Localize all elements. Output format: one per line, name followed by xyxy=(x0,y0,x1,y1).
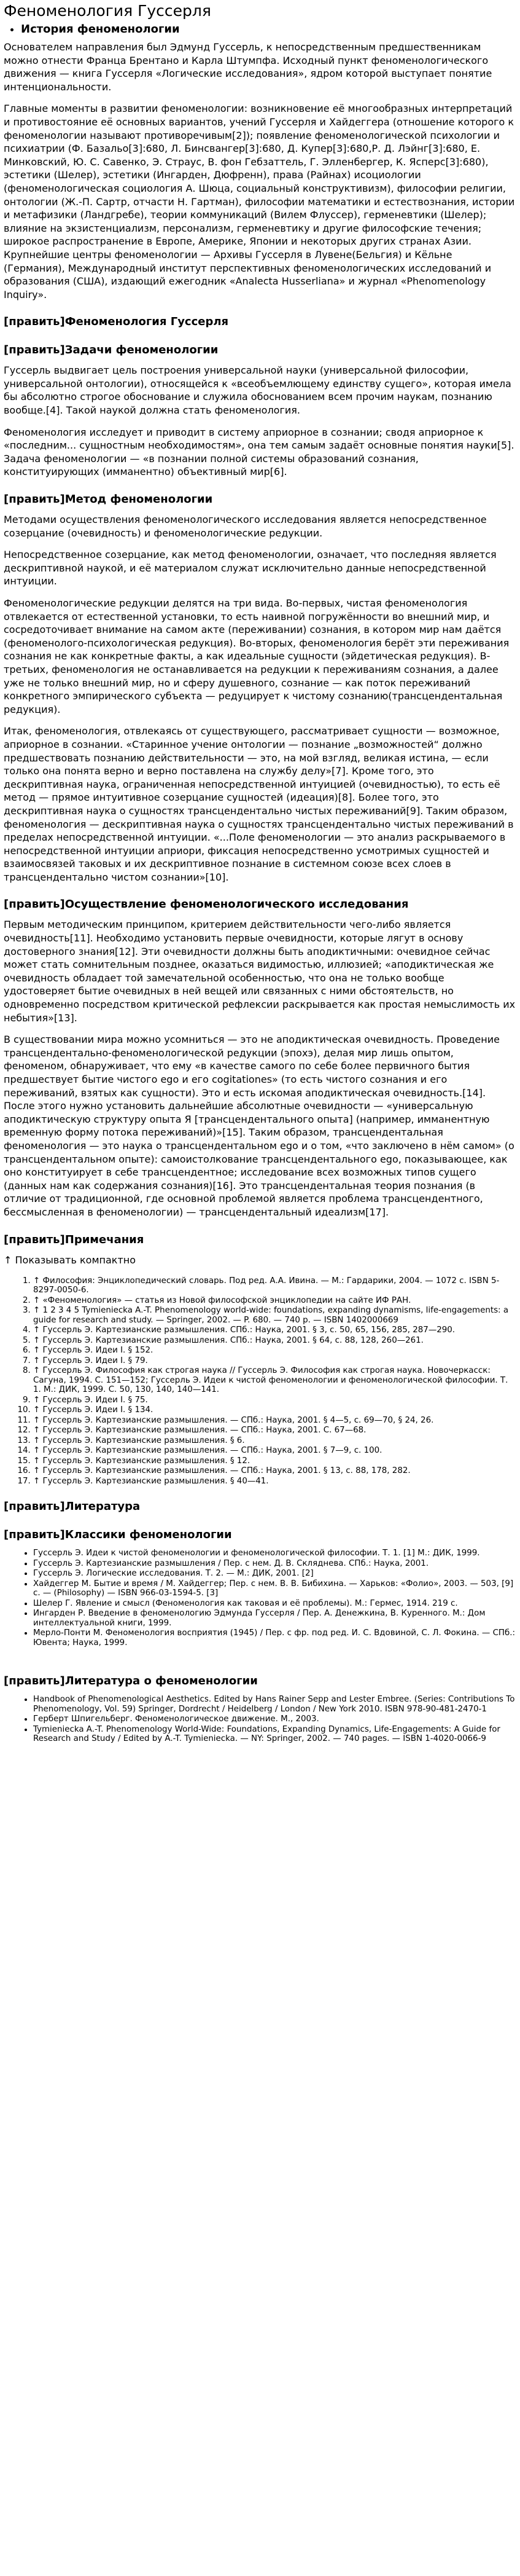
spacer xyxy=(4,1648,516,1660)
method-paragraph: Феноменологические редукции делятся на три вида. Во-первых, чистая феноменология отвлекается от естественной установки, то есть наивной погружённости во внешний мир, и сосредоточивает внимание на самом акте (переживании) сознания, в котором мир нам даётся (феноменолого-психологическая редукция). Во-вторых, феноменология берёт эти переживания сознания не как конкретные факты, а как идеальные сущности (эйдетическая редукция). В-третьих, феноменология не останавливается на редукции к переживаниям сознания, а далее уже не только внешний мир, но и сферу душевного, сознание — как поток переживаний конкретного эмпирического субъекта — редуцирует к чистому сознанию(трансцендентальная редукция). xyxy=(4,597,510,715)
section-title: Задачи феноменологии xyxy=(64,344,219,357)
edit-link[interactable]: [править] xyxy=(4,1528,65,1542)
about-list xyxy=(4,1695,516,1744)
note-item: 1. ↑ Философия: Энциклопедический словарь. Под ред. А.А. Ивина. — М.: Гардарики, 2004. — 1072 с. ISBN 5-8297-0050-6. xyxy=(33,1276,516,1295)
section-heading-tasks xyxy=(4,343,516,358)
literature-item: • Мерло-Понти М. Феноменология восприятия (1945) / Пер. с фр. под ред. И. С. Вдовиной, С. Л. Фокина. — СПб.: Ювента; Наука, 1999. xyxy=(33,1628,516,1647)
implementation-paragraph: Первым методическим принципом, критерием действительности чего-либо является очевидность[11]. Необходимо установить первые очевидности, которые лягут в основу достоверного знания[12]. Эти очевидности должны быть аподиктичными: очевидное сейчас может стать сомнительным позднее, оказаться видимостью, иллюзией; «аподиктическая же очевидность обладает той замечательной особенностью, что она не только вообще удостоверяет бытие очевидных в ней вещей или связанных с ними обстоятельств, но одновременно посредством критической рефлексии раскрывается как простая немыслимость их небытия»[13]. xyxy=(4,919,516,1024)
section-title: Литература о феноменологии xyxy=(64,1675,258,1688)
section-title: Метод феноменологии xyxy=(64,493,213,506)
history-paragraph: Основателем направления был Эдмунд Гуссерль, к непосредственным предшественникам можно отнести Франца Брентано и Карла Штумпфа. Исходный пункт феноменологического движения — книга Гуссерля «Логические исследования», ядром которой выступает понятие интенциональности. xyxy=(4,41,492,93)
edit-link[interactable]: [править] xyxy=(4,1675,65,1688)
note-item: 3. ↑ 1 2 3 4 5 Tymieniecka A.-T. Phenomenology world-wide: foundations, expanding dynamisms, life-engagements: a guide for research and study. — Springer, 2002. — P. 680. — 740 p. — ISBN 1402000669 xyxy=(33,1306,516,1325)
method-paragraph: Непосредственное созерцание, как метод феноменологии, означает, что последняя является дескриптивной наукой, и её материалом служат исключительно данные непосредственной интуиции. xyxy=(4,549,497,587)
page-title: Феноменология Гуссерля xyxy=(4,2,211,20)
note-item: 8. ↑ Гуссерль Э. Философия как строгая наука // Гуссерль Э. Философия как строгая наука. Новочеркасск: Сагуна, 1994. С. 151—152; Гуссерль Э. Идеи к чистой феноменологии и феноменологической философии. Т. 1. М.: ДИК, 1999. С. 50, 130, 140, 140—141. xyxy=(33,1366,516,1395)
article xyxy=(0,1,520,1744)
section-title: Литература xyxy=(64,1500,141,1514)
section-title: Примечания xyxy=(64,1233,144,1246)
edit-link[interactable]: [править] xyxy=(4,493,65,506)
section-heading-about xyxy=(4,1674,516,1689)
section-heading-method xyxy=(4,492,516,507)
note-item: 9. ↑ Гуссерль Э. Идеи I. § 75. xyxy=(33,1396,516,1405)
section-title: Осуществление феноменологического исследования xyxy=(64,898,409,911)
note-item: 12. ↑ Гуссерль Э. Картезианские размышления. — СПб.: Наука, 2001. С. 67—68. xyxy=(33,1426,516,1435)
note-item: 14. ↑ Гуссерль Э. Картезианские размышления. — СПб.: Наука, 2001. § 7—9, с. 100. xyxy=(33,1446,516,1456)
edit-link[interactable]: [править] xyxy=(4,1233,65,1246)
literature-item: • Гуссерль Э. Идеи к чистой феноменологии и феноменологической философии. Т. 1. [1] М.: ДИК, 1999. xyxy=(33,1549,516,1558)
implementation-paragraph: В существовании мира можно усомниться — это не аподиктическая очевидность. Проведение трансцендентально-феноменологической редукции (эпохэ), делая мир лишь опытом, феноменом, обнаруживает, что ему «в качестве самого по себе более первичного бытия предшествует бытие чистого ego и его cogitationes» (то есть чистого сознания и его переживаний, взятых как сущности). Это и есть искомая аподиктическая очевидность.[14]. После этого нужно установить дальнейшие абсолютные очевидности — «универсальную аподиктическую структуру опыта Я [трансцендентального опыта] (например, имманентную временную форму потока переживаний)»[15]. Таким образом, трансцендентальная феноменология — это наука о трансцендентальном ego и о том, «что заключено в нём самом» (о трансцендентальном опыте): самоистолкование трансцендентального ego, показывающее, как оно конституирует в себе трансцендентное; исследование всех возможных типов сущего (данных нам как содержания сознания)[16]. Это трансцендентальная теория познания (в отличие от традиционной, где основной проблемой является проблема трансцендентного, бессмысленная в феноменологии) — трансцендентальный идеализм[17]. xyxy=(4,1034,514,1218)
note-item: 4. ↑ Гуссерль Э. Картезианские размышления. СПб.: Наука, 2001. § 3, с. 50, 65, 156, 285, 287—290. xyxy=(33,1325,516,1335)
method-paragraph: Методами осуществления феноменологического исследования является непосредственное созерцание (очевидность) и феноменологические редукции. xyxy=(4,514,487,539)
literature-item: • Герберт Шпигельберг. Феноменологическое движение. М., 2003. xyxy=(33,1714,516,1724)
tasks-paragraph: Гуссерль выдвигает цель построения универсальной науки (универсальной философии, универсальной онтологии), относящейся к «всеобъемлющему единству сущего», которая имела бы абсолютно строгое обоснование и служила обоснованием всем прочим наукам, познанию вообще.[4]. Такой наукой должна стать феноменология. xyxy=(4,364,511,417)
note-item: 2. ↑ «Феноменология» — статья из Новой философской энциклопедии на сайте ИФ РАН. xyxy=(33,1296,516,1306)
method-paragraph: Итак, феноменология, отвлекаясь от существующего, рассматривает сущности — возможное, априорное в сознании. «Старинное учение онтологии — познание „возможностей“ должно предшествовать познанию действительности — это, на мой взгляд, великая истина, — если только она понята верно и верно поставлена на службу делу»[7]. Кроме того, это дескриптивная наука, ограниченная непосредственной интуицией (очевидностью), то есть её метод — прямое интуитивное созерцание сущностей (идеация)[8]. Более того, это дескриптивная наука о сущностях трансцендентально чистых переживаний[9]. Таким образом, феноменология — дескриптивная наука о сущностях трансцендентально чистых переживаний в пределах непосредственной интуиции. «...Поле феноменологии — это анализ раскрываемого в непосредственной интуиции априори, фиксация непосредственно усмотримых сущностей и взаимосвязей таковых и их дескриптивное познание в системном союзе всех слоев в трансцендентально чистом сознании»[10]. xyxy=(4,725,514,883)
edit-link[interactable]: [править] xyxy=(4,1500,65,1514)
section-title: Классики феноменологии xyxy=(64,1528,232,1542)
literature-item: • Гуссерль Э. Картезианские размышления / Пер. с нем. Д. В. Скляднева. СПб.: Наука, 2001. xyxy=(33,1559,516,1569)
note-item: 13. ↑ Гуссерль Э. Картезианские размышления. § 6. xyxy=(33,1436,516,1446)
note-item: 11. ↑ Гуссерль Э. Картезианские размышления. — СПб.: Наука, 2001. § 4—5, с. 69—70, § 24, 26. xyxy=(33,1416,516,1426)
section-title: Феноменология Гуссерля xyxy=(64,315,229,329)
note-item: 7. ↑ Гуссерль Э. Идеи I. § 79. xyxy=(33,1356,516,1366)
section-heading-phen-husserl xyxy=(4,315,516,329)
toc-item-history[interactable]: • История феноменологии xyxy=(21,22,516,37)
section-heading-classics xyxy=(4,1528,516,1542)
edit-link[interactable]: [править] xyxy=(4,898,65,911)
literature-item: • Ингарден Р. Введение в феноменологию Эдмунда Гуссерля / Пер. А. Денежкина, В. Куренного. М.: Дом интеллектуальной книги, 1999. xyxy=(33,1609,516,1628)
edit-link[interactable]: [править] xyxy=(4,315,65,329)
history-paragraph: Главные моменты в развитии феноменологии: возникновение её многообразных интерпретаций и противостояние её основных вариантов, учений Гуссерля и Хайдеггера (отношение которого к феноменологии называют противоречивым[2]); появление феноменологической психологии и психиатрии (Ф. Базальо[3]:680, Л. Бинсвангер[3]:680, Д. Купер[3]:680,Р. Д. Лэйнг[3]:680, Е. Минковский, Ю. С. Савенко, Э. Страус, В. фон Гебзаттель, Г. Элленбергер, К. Ясперс[3]:680), эстетики (Шелер), эстетики (Ингарден, Дюфренн), права (Райнах) исоциологии (феноменологическая социология А. Шюца, социальный конструктивизм), философии религии, онтологии (Ж.-П. Сартр, отчасти Н. Гартман), философии математики и естествознания, истории и метафизики (Ландгребе), теории коммуникаций (Вилем Флуссер), герменевтики (Шелер); влияние на экзистенциализм, персонализм, герменевтику и другие философские течения; широкое распространение в Европе, Америке, Японии и некоторых других странах Азии. Крупнейшие центры феноменологии — Архивы Гуссерля в Лувене(Бельгия) и Кёльне (Германия), Международный институт перспективных феноменологических исследований и образования (США), издающий ежегодник «Analecta Husserliana» и журнал «Phenomenology Inquiry». xyxy=(4,103,515,300)
note-item: 10. ↑ Гуссерль Э. Идеи I. § 134. xyxy=(33,1405,516,1415)
note-item: 16. ↑ Гуссерль Э. Картезианские размышления. — СПб.: Наука, 2001. § 13, с. 88, 178, 282. xyxy=(33,1466,516,1476)
literature-item: • Хайдеггер М. Бытие и время / М. Хайдеггер; Пер. с нем. В. В. Бибихина. — Харьков: «Фолио», 2003. — 503, [9] с. — (Philosophy) — ISBN 966-03-1594-5. [3] xyxy=(33,1579,516,1598)
literature-item: • Handbook of Phenomenological Aesthetics. Edited by Hans Rainer Sepp and Lester Embree. (Series: Contributions To Phenomenology, Vol. 59) Springer, Dordrecht / Heidelberg / London / New York 2010. ISBN 978-90-481-2470-1 xyxy=(33,1695,516,1714)
notes-list xyxy=(4,1276,516,1486)
literature-item: • Гуссерль Э. Логические исследования. Т. 2. — М.: ДИК, 2001. [2] xyxy=(33,1569,516,1579)
table-of-contents xyxy=(4,22,516,37)
edit-link[interactable]: [править] xyxy=(4,344,65,357)
note-item: 5. ↑ Гуссерль Э. Картезианские размышления. СПб.: Наука, 2001. § 64, с. 88, 128, 260—261. xyxy=(33,1336,516,1346)
section-heading-literature xyxy=(4,1499,516,1514)
tasks-paragraph: Феноменология исследует и приводит в систему априорное в сознании; сводя априорное к «последним... сущностным необходимостям», она тем самым задаёт основные понятия науки[5]. Задача феноменологии — «в познании полной системы образований сознания, конституирующих (имманентно) объективный мир[6]. xyxy=(4,426,514,478)
literature-item: • Tymieniecka A.-T. Phenomenology World-Wide: Foundations, Expanding Dynamics, Life-Engagements: A Guide for Research and Study / Edited by A.-T. Tymieniecka. — NY: Springer, 2002. — 740 pages. — ISBN 1-4020-0066-9 xyxy=(33,1725,516,1744)
classics-list xyxy=(4,1549,516,1647)
section-heading-implementation xyxy=(4,897,516,912)
note-item: 17. ↑ Гуссерль Э. Картезианские размышления. § 40—41. xyxy=(33,1477,516,1486)
section-heading-notes xyxy=(4,1233,516,1247)
note-item: 15. ↑ Гуссерль Э. Картезианские размышления. § 12. xyxy=(33,1456,516,1466)
compact-toggle-link[interactable]: ↑ Показывать компактно xyxy=(4,1254,136,1266)
literature-item: • Шелер Г. Явление и смысл (Феноменология как таковая и её проблемы). М.: Гермес, 1914. 219 с. xyxy=(33,1599,516,1609)
note-item: 6. ↑ Гуссерль Э. Идеи I. § 152. xyxy=(33,1346,516,1356)
